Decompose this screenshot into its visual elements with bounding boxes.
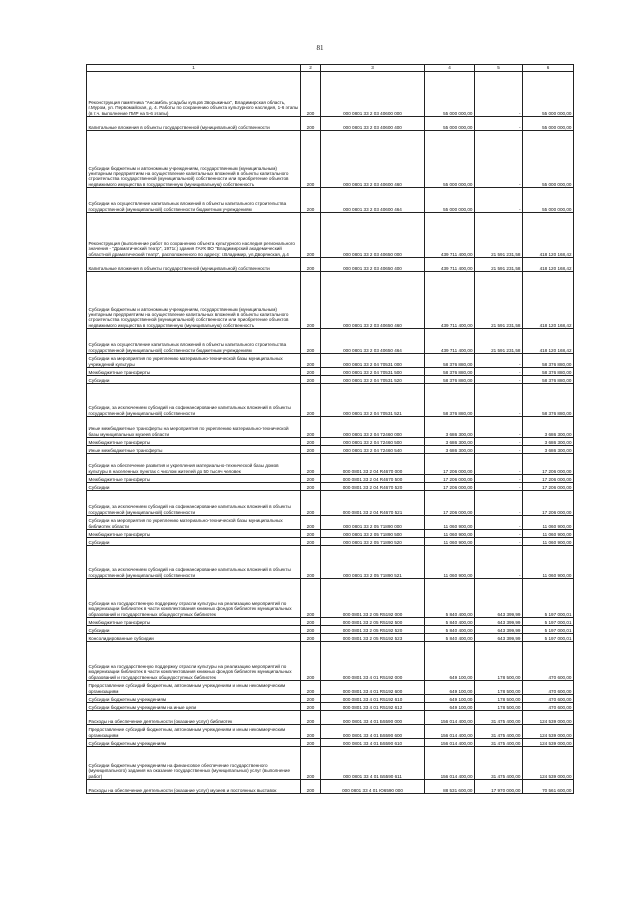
table-row	[87, 446, 574, 454]
row-admin-code: 200	[301, 446, 321, 454]
row-remaining-amount: 17 206 000,00	[523, 491, 574, 516]
row-budget-code: 000 0801 33 2 05 R5192 000	[321, 579, 425, 618]
row-remaining-amount: 55 000 000,00	[523, 72, 574, 117]
row-admin-code: 200	[301, 626, 321, 634]
row-name: Межбюджетные трансферты	[87, 618, 301, 626]
row-name: Предоставление субсидий бюджетным, автономным учреждениям и иным некоммерческим организациям	[87, 681, 301, 695]
row-name: Субсидии на государственную поддержку отрасли культуры на реализацию мероприятий по модернизации библиотек в части комплектования книжных фондов библиотек муниципальных образований и государственных общедоступных библиотек	[87, 642, 301, 681]
row-budget-code: 000 0801 33 4 01 R5192 610	[321, 695, 425, 703]
row-admin-code: 200	[301, 780, 321, 794]
row-remaining-amount: 17 206 000,00	[523, 454, 574, 475]
row-executed-amount: -	[475, 131, 523, 188]
row-name: Субсидии бюджетным и автономным учреждениям, государственным (муниципальным) унитарным предприятиям на осуществление капитальных вложений в объекты капитального строительства государственной (муниципальной) собственности или приобретение объектов недвижимого имущества в государственную (муниципальную) собственность	[87, 272, 301, 329]
row-executed-amount: -	[475, 538, 523, 546]
row-budget-code: 000 0801 33 2 03 40650 460	[321, 272, 425, 329]
row-admin-code: 200	[301, 747, 321, 780]
table-row	[87, 618, 574, 626]
table-row	[87, 438, 574, 446]
table-row	[87, 475, 574, 483]
row-executed-amount: 31 475 400,00	[475, 739, 523, 747]
table-row	[87, 354, 574, 368]
row-name: Субсидии на мероприятия по укреплению материально-технической базы муниципальных учреждений культуры	[87, 354, 301, 368]
row-budget-code: 000 0801 33 2 05 71890 000	[321, 516, 425, 530]
row-admin-code: 200	[301, 681, 321, 695]
row-admin-code: 200	[301, 579, 321, 618]
row-planned-amount: 439 711 400,00	[425, 329, 475, 354]
table-row	[87, 579, 574, 618]
row-executed-amount: -	[475, 516, 523, 530]
row-name: Расходы на обеспечение деятельности (оказание услуг) музеев и постоянных выставок	[87, 780, 301, 794]
row-budget-code: 000 0801 33 2 04 70531 521	[321, 384, 425, 417]
row-budget-code: 000 0801 33 2 04 R4670 500	[321, 475, 425, 483]
table-row	[87, 368, 574, 376]
row-executed-amount: -	[475, 546, 523, 579]
row-remaining-amount: 55 000 000,00	[523, 188, 574, 213]
row-admin-code: 200	[301, 546, 321, 579]
row-name: Реконструкция (выполнение работ по сохранению объекта культурного наследия регионального значения - "Драматический театр", 1971г.) здания ГАУК ВО "Владимирский академический областной драматический театр", расположенного по адресу: г.Владимир, ул.Дворянская, д.4	[87, 213, 301, 258]
row-budget-code: 000 0801 33 2 04 72460 000	[321, 417, 425, 438]
row-remaining-amount: 5 197 000,01	[523, 634, 574, 642]
row-executed-amount: -	[475, 72, 523, 117]
row-name: Субсидии на осуществление капитальных вложений в объекты капитального строительства государственной (муниципальной) собственности бюджетным учреждениям	[87, 188, 301, 213]
table-row	[87, 188, 574, 213]
row-budget-code: 000 0801 33 2 05 71890 500	[321, 530, 425, 538]
table-row	[87, 626, 574, 634]
row-remaining-amount: 3 686 300,00	[523, 417, 574, 438]
row-name: Субсидии на государственную поддержку отрасли культуры на реализацию мероприятий по модернизации библиотек в части комплектования книжных фондов библиотек муниципальных образований и государственных общедоступных библиотек	[87, 579, 301, 618]
page-number: 81	[316, 44, 324, 52]
row-executed-amount: -	[475, 376, 523, 384]
row-planned-amount: 439 711 400,00	[425, 258, 475, 272]
row-budget-code: 000 0801 33 2 03 40600 460	[321, 131, 425, 188]
row-planned-amount: 11 060 900,00	[425, 516, 475, 530]
row-budget-code: 000 0801 33 2 03 40650 464	[321, 329, 425, 354]
row-planned-amount: 11 060 900,00	[425, 538, 475, 546]
row-name: Субсидии, за исключением субсидий на софинансирование капитальных вложений в объекты государственной (муниципальной) собственности	[87, 546, 301, 579]
row-name: Субсидии	[87, 538, 301, 546]
row-name: Субсидии	[87, 483, 301, 491]
row-admin-code: 200	[301, 739, 321, 747]
row-executed-amount: 643 399,99	[475, 618, 523, 626]
row-remaining-amount: 17 206 000,00	[523, 483, 574, 491]
column-header: 2	[301, 65, 321, 72]
row-budget-code: 000 0801 33 2 05 71890 520	[321, 538, 425, 546]
row-planned-amount: 649 100,00	[425, 703, 475, 711]
row-remaining-amount: 11 060 900,00	[523, 546, 574, 579]
row-planned-amount: 649 100,00	[425, 695, 475, 703]
row-remaining-amount: 70 561 600,00	[523, 780, 574, 794]
column-header: 4	[425, 65, 475, 72]
row-remaining-amount: 470 600,00	[523, 695, 574, 703]
row-executed-amount: 21 591 231,58	[475, 272, 523, 329]
row-name: Субсидии, за исключением субсидий на софинансирование капитальных вложений в объекты государственной (муниципальной) собственности	[87, 384, 301, 417]
row-planned-amount: 11 060 900,00	[425, 546, 475, 579]
row-executed-amount: 21 591 231,58	[475, 329, 523, 354]
row-remaining-amount: 58 376 880,00	[523, 376, 574, 384]
row-remaining-amount: 5 197 000,01	[523, 579, 574, 618]
row-executed-amount: -	[475, 188, 523, 213]
row-budget-code: 000 0801 33 4 01 Б5590 611	[321, 747, 425, 780]
row-planned-amount: 58 376 880,00	[425, 376, 475, 384]
row-remaining-amount: 11 060 900,00	[523, 530, 574, 538]
table-row	[87, 681, 574, 695]
row-admin-code: 200	[301, 634, 321, 642]
table-row	[87, 538, 574, 546]
row-name: Субсидии	[87, 626, 301, 634]
table-row	[87, 483, 574, 491]
row-remaining-amount: 55 000 000,00	[523, 131, 574, 188]
table-row	[87, 272, 574, 329]
row-budget-code: 000 0801 33 2 05 R5192 523	[321, 634, 425, 642]
row-executed-amount: 178 500,00	[475, 695, 523, 703]
row-planned-amount: 439 711 400,00	[425, 272, 475, 329]
row-remaining-amount: 124 539 000,00	[523, 747, 574, 780]
row-remaining-amount: 124 539 000,00	[523, 739, 574, 747]
row-planned-amount: 5 840 400,00	[425, 618, 475, 626]
table-row	[87, 725, 574, 739]
row-remaining-amount: 55 000 000,00	[523, 117, 574, 131]
row-remaining-amount: 3 686 300,00	[523, 446, 574, 454]
row-budget-code: 000 0801 33 2 04 R4670 000	[321, 454, 425, 475]
row-planned-amount: 649 100,00	[425, 681, 475, 695]
row-planned-amount: 649 100,00	[425, 642, 475, 681]
table-row	[87, 417, 574, 438]
row-admin-code: 200	[301, 384, 321, 417]
row-planned-amount: 156 014 400,00	[425, 725, 475, 739]
row-planned-amount: 58 376 880,00	[425, 368, 475, 376]
row-planned-amount: 3 686 300,00	[425, 417, 475, 438]
row-admin-code: 200	[301, 117, 321, 131]
row-admin-code: 200	[301, 695, 321, 703]
row-name: Субсидии, за исключением субсидий на софинансирование капитальных вложений в объекты государственной (муниципальной) собственности	[87, 491, 301, 516]
row-executed-amount: -	[475, 117, 523, 131]
table-row	[87, 780, 574, 794]
row-admin-code: 200	[301, 213, 321, 258]
row-planned-amount: 88 531 600,00	[425, 780, 475, 794]
row-executed-amount: -	[475, 354, 523, 368]
row-executed-amount: 643 399,99	[475, 579, 523, 618]
row-budget-code: 000 0801 33 2 05 R5192 520	[321, 626, 425, 634]
table-row	[87, 213, 574, 258]
row-planned-amount: 156 014 400,00	[425, 739, 475, 747]
table-row	[87, 546, 574, 579]
row-name: Субсидии	[87, 376, 301, 384]
row-executed-amount: -	[475, 446, 523, 454]
row-admin-code: 200	[301, 131, 321, 188]
row-remaining-amount: 58 376 880,00	[523, 384, 574, 417]
table-row	[87, 695, 574, 703]
table-row	[87, 376, 574, 384]
row-planned-amount: 55 000 000,00	[425, 131, 475, 188]
row-planned-amount: 5 840 400,00	[425, 634, 475, 642]
row-name: Капитальные вложения в объекты государственной (муниципальной) собственности	[87, 117, 301, 131]
row-admin-code: 200	[301, 438, 321, 446]
table-row	[87, 329, 574, 354]
table-row	[87, 642, 574, 681]
row-remaining-amount: 470 600,00	[523, 642, 574, 681]
row-executed-amount: 31 475 400,00	[475, 711, 523, 725]
row-remaining-amount: 11 060 900,00	[523, 516, 574, 530]
row-budget-code: 000 0801 33 4 01 Б5590 000	[321, 711, 425, 725]
row-name: Иные межбюджетные трансферты	[87, 446, 301, 454]
row-admin-code: 200	[301, 491, 321, 516]
row-name: Субсидии бюджетным учреждениям	[87, 695, 301, 703]
row-executed-amount: -	[475, 530, 523, 538]
row-name: Субсидии на обеспечение развития и укрепления материально-технической базы домов культуры в населенных пунктах с числом жителей до 50 тысяч человек	[87, 454, 301, 475]
row-planned-amount: 55 000 000,00	[425, 72, 475, 117]
row-name: Предоставление субсидий бюджетным, автономным учреждениям и иным некоммерческим организациям	[87, 725, 301, 739]
row-budget-code: 000 0801 33 4 01 Ю6590 000	[321, 780, 425, 794]
row-name: Реконструкция памятника "Ансамбль усадьбы купцов Зворыкиных", Владимирская область, г.Муром, ул. Первомайская, д. 4. Работы по сохранению объекта культурного наследия, 1-6 этапы (в т.ч. выполнение ПИР на 5-6 этапы)	[87, 72, 301, 117]
row-remaining-amount: 11 060 900,00	[523, 538, 574, 546]
row-admin-code: 200	[301, 188, 321, 213]
row-remaining-amount: 470 600,00	[523, 703, 574, 711]
row-name: Межбюджетные трансферты	[87, 530, 301, 538]
row-name: Межбюджетные трансферты	[87, 475, 301, 483]
row-remaining-amount: 17 206 000,00	[523, 475, 574, 483]
row-admin-code: 200	[301, 272, 321, 329]
row-remaining-amount: 470 600,00	[523, 681, 574, 695]
row-executed-amount: 643 399,99	[475, 626, 523, 634]
row-budget-code: 000 0801 33 2 05 71890 521	[321, 546, 425, 579]
column-header: 5	[475, 65, 523, 72]
row-budget-code: 000 0801 33 4 01 R5192 612	[321, 703, 425, 711]
row-executed-amount: 178 500,00	[475, 642, 523, 681]
column-header: 1	[87, 65, 301, 72]
row-planned-amount: 17 206 000,00	[425, 483, 475, 491]
row-budget-code: 000 0801 33 4 01 R5192 000	[321, 642, 425, 681]
row-name: Расходы на обеспечение деятельности (оказание услуг) библиотек	[87, 711, 301, 725]
row-budget-code: 000 0801 33 2 04 R4670 520	[321, 483, 425, 491]
row-name: Субсидии на мероприятия по укреплению материально-технической базы муниципальных библиотек области	[87, 516, 301, 530]
table-row	[87, 747, 574, 780]
row-executed-amount: -	[475, 417, 523, 438]
row-admin-code: 200	[301, 538, 321, 546]
table-row	[87, 739, 574, 747]
row-budget-code: 000 0801 33 2 04 70531 000	[321, 354, 425, 368]
row-admin-code: 200	[301, 329, 321, 354]
column-header: 6	[523, 65, 574, 72]
row-name: Межбюджетные трансферты	[87, 368, 301, 376]
row-admin-code: 200	[301, 354, 321, 368]
row-name: Субсидии бюджетным учреждениям на финансовое обеспечение государственного (муниципального) задания на оказание государственных (муниципальных) услуг (выполнение работ)	[87, 747, 301, 780]
row-name: Субсидии бюджетным учреждениям на иные цели	[87, 703, 301, 711]
row-planned-amount: 5 840 400,00	[425, 579, 475, 618]
row-executed-amount: -	[475, 368, 523, 376]
row-remaining-amount: 58 376 880,00	[523, 354, 574, 368]
row-planned-amount: 439 711 400,00	[425, 213, 475, 258]
row-budget-code: 000 0801 33 2 03 40600 000	[321, 72, 425, 117]
row-admin-code: 200	[301, 725, 321, 739]
row-planned-amount: 17 206 000,00	[425, 454, 475, 475]
row-admin-code: 200	[301, 711, 321, 725]
row-budget-code: 000 0801 33 2 04 72460 500	[321, 438, 425, 446]
row-remaining-amount: 3 686 300,00	[523, 438, 574, 446]
row-executed-amount: -	[475, 475, 523, 483]
row-planned-amount: 58 376 880,00	[425, 384, 475, 417]
row-executed-amount: -	[475, 454, 523, 475]
row-admin-code: 200	[301, 516, 321, 530]
row-budget-code: 000 0801 33 2 03 40600 400	[321, 117, 425, 131]
row-remaining-amount: 5 197 000,01	[523, 626, 574, 634]
table-row	[87, 117, 574, 131]
row-executed-amount: 178 500,00	[475, 681, 523, 695]
row-remaining-amount: 5 197 000,01	[523, 618, 574, 626]
row-executed-amount: 31 475 400,00	[475, 747, 523, 780]
table-row	[87, 131, 574, 188]
row-admin-code: 200	[301, 258, 321, 272]
row-planned-amount: 58 376 880,00	[425, 354, 475, 368]
row-planned-amount: 17 206 000,00	[425, 475, 475, 483]
row-budget-code: 000 0801 33 2 04 70531 520	[321, 376, 425, 384]
table-row	[87, 530, 574, 538]
table-row	[87, 634, 574, 642]
row-admin-code: 200	[301, 376, 321, 384]
row-planned-amount: 5 840 400,00	[425, 626, 475, 634]
row-name: Консолидированные субсидии	[87, 634, 301, 642]
row-name: Субсидии на осуществление капитальных вложений в объекты капитального строительства государственной (муниципальной) собственности бюджетным учреждениям	[87, 329, 301, 354]
column-header: 3	[321, 65, 425, 72]
row-budget-code: 000 0801 33 2 04 R4670 521	[321, 491, 425, 516]
row-executed-amount: 178 500,00	[475, 703, 523, 711]
row-budget-code: 000 0801 33 2 03 40650 400	[321, 258, 425, 272]
row-name: Капитальные вложения в объекты государственной (муниципальной) собственности	[87, 258, 301, 272]
row-name: Межбюджетные трансферты	[87, 438, 301, 446]
row-admin-code: 200	[301, 475, 321, 483]
table-header-row	[87, 65, 574, 72]
table-row	[87, 72, 574, 117]
row-admin-code: 200	[301, 417, 321, 438]
row-budget-code: 000 0801 33 2 04 70531 500	[321, 368, 425, 376]
row-admin-code: 200	[301, 618, 321, 626]
row-admin-code: 200	[301, 703, 321, 711]
row-admin-code: 200	[301, 642, 321, 681]
row-planned-amount: 156 014 400,00	[425, 711, 475, 725]
row-admin-code: 200	[301, 530, 321, 538]
row-executed-amount: -	[475, 438, 523, 446]
row-executed-amount: 21 591 231,58	[475, 258, 523, 272]
row-executed-amount: 21 591 231,58	[475, 213, 523, 258]
table-row	[87, 516, 574, 530]
row-remaining-amount: 418 120 168,42	[523, 272, 574, 329]
row-remaining-amount: 124 539 000,00	[523, 711, 574, 725]
row-name: Иные межбюджетные трансферты на мероприятия по укреплению материально-технической базы муниципальных музеев области	[87, 417, 301, 438]
row-name: Субсидии бюджетным и автономным учреждениям, государственным (муниципальным) унитарным предприятиям на осуществление капитальных вложений в объекты капитального строительства государственной (муниципальной) собственности или приобретение объектов недвижимого имущества в государственную (муниципальную) собственность	[87, 131, 301, 188]
row-budget-code: 000 0801 33 4 01 Б5590 610	[321, 739, 425, 747]
row-planned-amount: 3 686 300,00	[425, 446, 475, 454]
row-budget-code: 000 0801 33 4 01 Б5590 600	[321, 725, 425, 739]
row-remaining-amount: 124 539 000,00	[523, 725, 574, 739]
row-executed-amount: -	[475, 491, 523, 516]
row-budget-code: 000 0801 33 2 03 40650 000	[321, 213, 425, 258]
row-remaining-amount: 418 120 168,42	[523, 329, 574, 354]
row-executed-amount: -	[475, 483, 523, 491]
row-remaining-amount: 418 120 168,42	[523, 258, 574, 272]
table-row	[87, 384, 574, 417]
row-executed-amount: 643 399,99	[475, 634, 523, 642]
row-planned-amount: 156 014 400,00	[425, 747, 475, 780]
row-admin-code: 200	[301, 483, 321, 491]
row-planned-amount: 55 000 000,00	[425, 188, 475, 213]
table-row	[87, 711, 574, 725]
row-admin-code: 200	[301, 368, 321, 376]
row-planned-amount: 55 000 000,00	[425, 117, 475, 131]
row-budget-code: 000 0801 33 2 05 R5192 500	[321, 618, 425, 626]
table-row	[87, 258, 574, 272]
row-admin-code: 200	[301, 72, 321, 117]
budget-table	[86, 64, 574, 794]
table-row	[87, 703, 574, 711]
row-admin-code: 200	[301, 454, 321, 475]
table-row	[87, 454, 574, 475]
table-row	[87, 491, 574, 516]
row-executed-amount: -	[475, 384, 523, 417]
row-planned-amount: 11 060 900,00	[425, 530, 475, 538]
row-remaining-amount: 418 120 168,42	[523, 213, 574, 258]
row-planned-amount: 17 206 000,00	[425, 491, 475, 516]
row-planned-amount: 3 686 300,00	[425, 438, 475, 446]
row-budget-code: 000 0801 33 2 04 72460 540	[321, 446, 425, 454]
row-executed-amount: 17 970 000,00	[475, 780, 523, 794]
row-budget-code: 000 0801 33 2 03 40600 464	[321, 188, 425, 213]
row-name: Субсидии бюджетным учреждениям	[87, 739, 301, 747]
row-budget-code: 000 0801 33 4 01 R5192 600	[321, 681, 425, 695]
row-executed-amount: 31 475 400,00	[475, 725, 523, 739]
row-remaining-amount: 58 376 880,00	[523, 368, 574, 376]
